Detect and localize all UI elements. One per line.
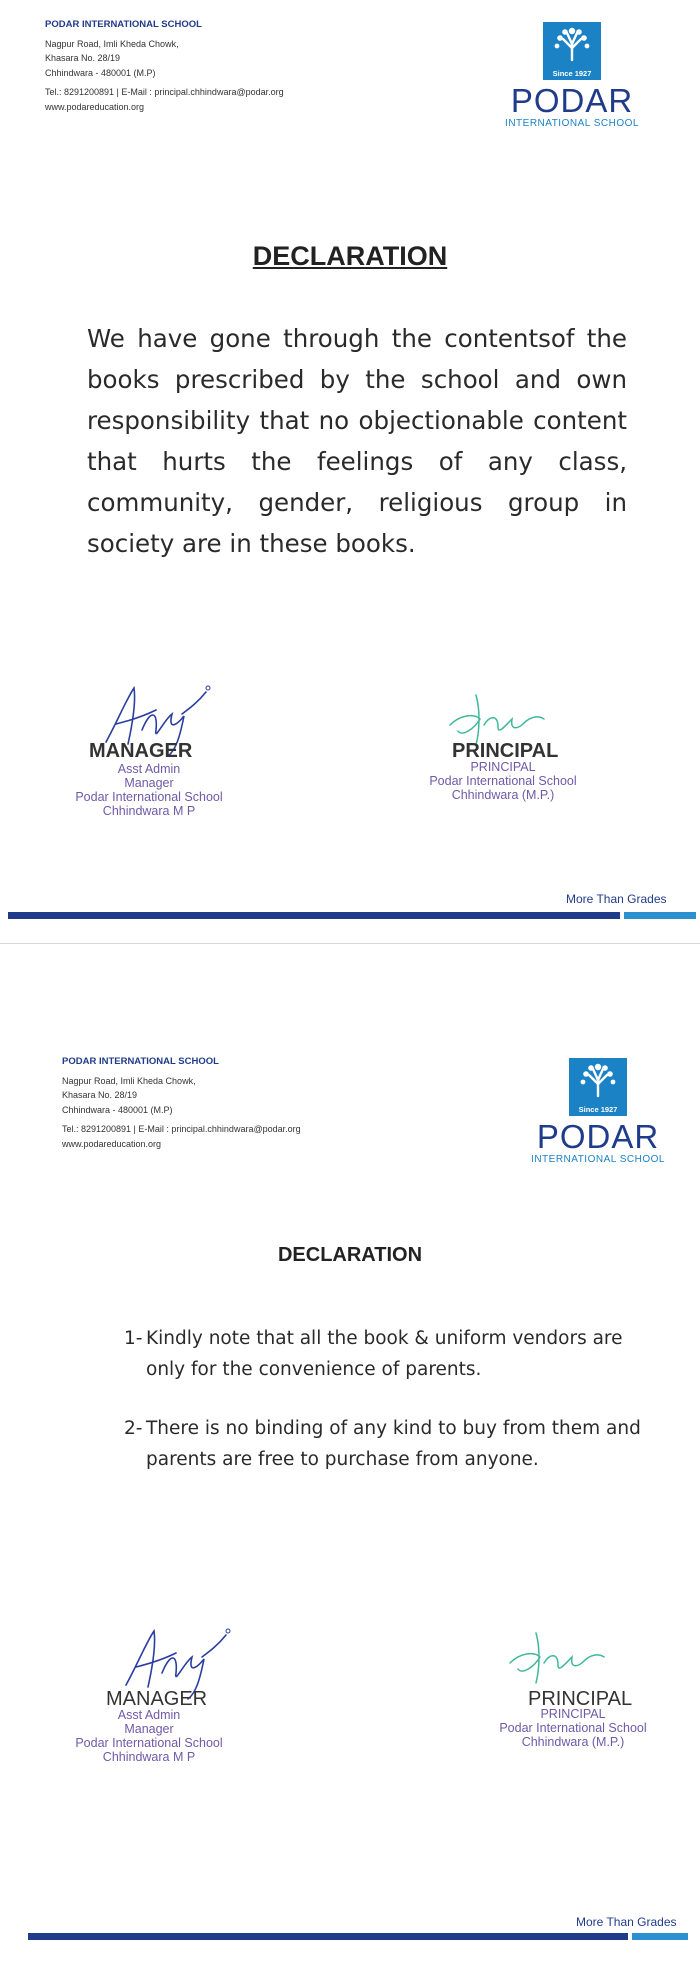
page-divider [0, 943, 700, 944]
declaration-page-1 [0, 0, 700, 945]
stamp-line: Podar International School [429, 774, 577, 788]
principal-stamp [488, 1707, 658, 1749]
principal-label: PRINCIPAL [528, 1688, 633, 1710]
manager-label: MANAGER [89, 740, 193, 762]
item-number: 2- [124, 1418, 143, 1439]
logo-since: Since 1927 [552, 69, 592, 78]
stamp-line: Chhindwara (M.P.) [521, 1735, 625, 1749]
tagline: More Than Grades [566, 892, 667, 906]
address-line: Chhindwara - 480001 (M.P) [62, 1104, 173, 1115]
address-line: Khasara No. 28/19 [62, 1090, 138, 1101]
podar-logo [492, 22, 652, 130]
address-line: Khasara No. 28/19 [45, 53, 121, 64]
principal-signature [500, 1623, 610, 1693]
item-text: There is no binding of any kind to buy from them and parents are free to purchase from anyone. [146, 1418, 641, 1470]
footer-bar-accent [624, 912, 696, 919]
letterhead-address [45, 18, 284, 115]
contact-line: Tel.: 8291200891 | E-Mail : principal.chhindwara@podar.org [62, 1124, 301, 1135]
principal-stamp [418, 760, 588, 802]
list-item [124, 1413, 644, 1475]
logo-brand: PODAR [536, 1118, 660, 1155]
manager-label: MANAGER [106, 1688, 208, 1710]
stamp-line: PRINCIPAL [470, 760, 536, 774]
stamp-line: Chhindwara (M.P.) [451, 788, 555, 802]
website: www.podareducation.org [62, 1138, 162, 1149]
declaration-title: DECLARATION [252, 241, 448, 271]
tagline: More Than Grades [576, 1915, 677, 1929]
website: www.podareducation.org [45, 101, 145, 112]
declaration-items [124, 1323, 644, 1503]
footer-bar [8, 912, 620, 919]
address-line: Chhindwara - 480001 (M.P) [45, 67, 156, 78]
declaration-title: DECLARATION [277, 1244, 423, 1266]
stamp-line: Asst Admin [117, 762, 181, 776]
declaration-body: We have gone through the contentsof the books prescribed by the school and own responsibility that no objectionable content that hurts the feelings of any class, community, gender, religious group in society are in these books. [87, 324, 627, 558]
principal-label: PRINCIPAL [452, 740, 559, 762]
stamp-line: Podar International School [75, 1736, 223, 1750]
stamp-line: Podar International School [75, 790, 223, 804]
list-item [124, 1323, 644, 1385]
stamp-line: Manager [124, 776, 174, 790]
address-line: Nagpur Road, Imli Kheda Chowk, [45, 38, 179, 49]
logo-brand: PODAR [510, 82, 634, 119]
school-name: PODAR INTERNATIONAL SCHOOL [62, 1056, 219, 1067]
logo-since: Since 1927 [578, 1105, 618, 1114]
stamp-line: Podar International School [499, 1721, 647, 1735]
stamp-line: Chhindwara M P [102, 804, 196, 818]
footer-bar [28, 1933, 628, 1940]
stamp-line: Manager [124, 1722, 174, 1736]
footer-bar-accent [632, 1933, 688, 1940]
tree-logo-icon [569, 1058, 627, 1116]
address-line: Nagpur Road, Imli Kheda Chowk, [62, 1075, 196, 1086]
item-number: 1- [124, 1328, 143, 1349]
manager-stamp [64, 1708, 234, 1764]
stamp-line: Asst Admin [117, 1708, 181, 1722]
item-text: Kindly note that all the book & uniform vendors are only for the convenience of parents. [146, 1328, 623, 1380]
school-name: PODAR INTERNATIONAL SCHOOL [45, 19, 202, 30]
stamp-line: Chhindwara M P [102, 1750, 196, 1764]
letterhead-address [62, 1055, 301, 1152]
tree-logo-icon [543, 22, 601, 80]
stamp-line: PRINCIPAL [540, 1707, 606, 1721]
contact-line: Tel.: 8291200891 | E-Mail : principal.chhindwara@podar.org [45, 87, 284, 98]
manager-stamp [64, 762, 234, 818]
declaration-page-2 [0, 945, 700, 1972]
logo-subtitle: INTERNATIONAL SCHOOL [531, 1154, 665, 1165]
logo-subtitle: INTERNATIONAL SCHOOL [505, 118, 639, 129]
podar-logo [518, 1058, 678, 1166]
